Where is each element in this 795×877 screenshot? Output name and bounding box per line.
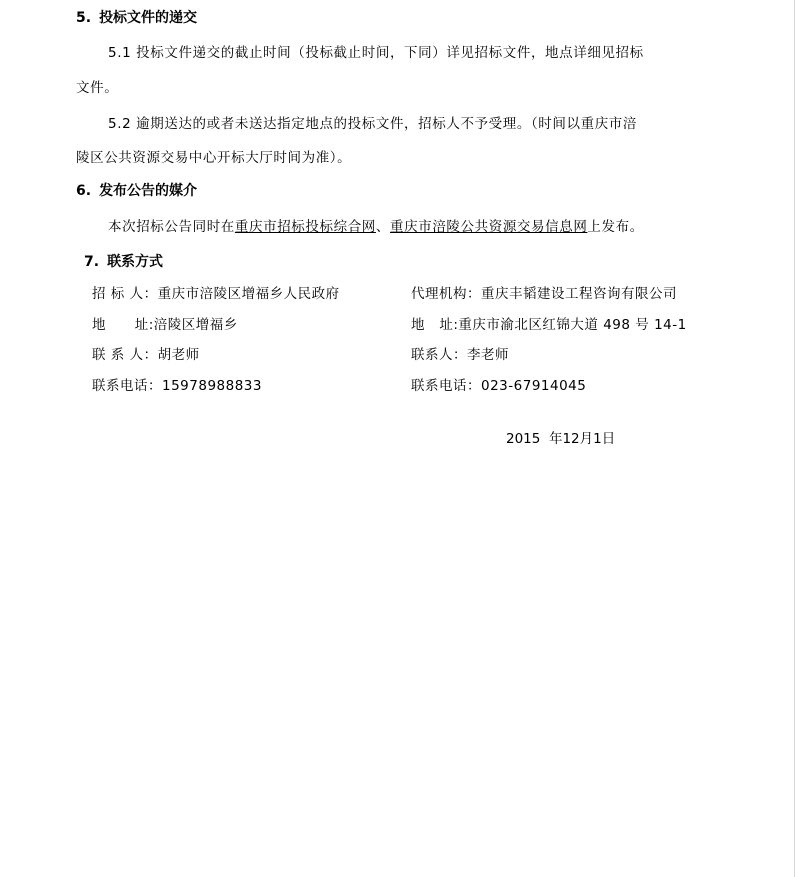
section-6-text: [108, 215, 644, 235]
section-6-text-suffix: 上发布。: [587, 219, 644, 235]
link-fuling-public-resources-site[interactable]: 重庆市涪陵公共资源交易信息网: [390, 219, 588, 235]
section-5-heading: [76, 7, 197, 27]
section-5-number: 5.: [76, 10, 92, 26]
section-5-1-line-1: 5.1 投标文件递交的截止时间（投标截止时间，下同）详见招标文件，地点详细见招标: [108, 45, 644, 61]
section-6-number: 6.: [76, 183, 92, 199]
section-7-number: 7.: [84, 254, 100, 270]
agency-phone-line: 联系电话：023-67914045: [411, 378, 587, 394]
agency-address-line: 地 址:重庆市渝北区红锦大道 498 号 14-1: [411, 317, 687, 333]
section-7-heading: [84, 251, 163, 271]
section-6-heading: [76, 180, 197, 200]
section-5-2-line-1: 5.2 逾期送达的或者未送达指定地点的投标文件，招标人不予受理。（时间以重庆市涪: [108, 116, 638, 132]
section-5-2-line-2: 陵区公共资源交易中心开标大厅时间为准）。: [76, 150, 352, 166]
tenderer-contact-line: 联 系 人：胡老师: [92, 347, 200, 363]
tenderer-phone-line: 联系电话：15978988833: [92, 378, 262, 394]
agency-contact-line: 联系人：李老师: [411, 347, 509, 363]
tenderer-address-line: 地 址:涪陵区增福乡: [92, 317, 238, 333]
section-6-title: 发布公告的媒介: [99, 183, 198, 199]
section-6-text-prefix: 本次招标公告同时在: [108, 219, 235, 235]
section-6-separator: 、: [375, 219, 391, 235]
section-5-1-line-2: 文件。: [76, 80, 119, 96]
agency-line: 代理机构：重庆丰韬建设工程咨询有限公司: [411, 286, 677, 302]
link-chongqing-bidding-site[interactable]: 重庆市招标投标综合网: [234, 219, 376, 235]
section-7-title: 联系方式: [107, 254, 164, 270]
tenderer-line: 招 标 人：重庆市涪陵区增福乡人民政府: [92, 286, 340, 302]
document-date: 2015 年12月1日: [506, 431, 616, 447]
section-5-title: 投标文件的递交: [99, 10, 198, 26]
